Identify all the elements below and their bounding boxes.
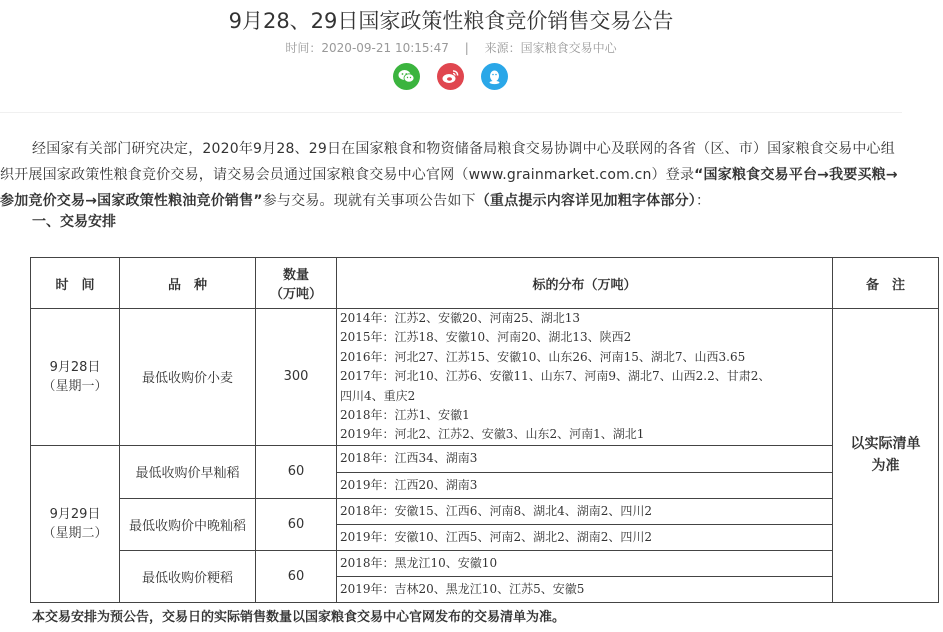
distribution-line: 四川4、重庆2 (340, 388, 416, 403)
wechat-share-button[interactable] (393, 63, 420, 90)
distribution-cell: 2019年：江西20、湖南3 (337, 472, 833, 498)
day2-quantity-1: 60 (256, 445, 337, 498)
day1-weekday: （星期一） (42, 378, 108, 394)
remark-cell (833, 309, 939, 603)
intro-text-2: 参与交易。现就有关事项公告如下 (262, 193, 476, 209)
distribution-cell: 2019年：吉林20、黑龙江10、江苏5、安徽5 (337, 576, 833, 602)
weibo-share-button[interactable] (437, 63, 464, 90)
day2-variety-2: 最低收购价中晚籼稻 (120, 498, 256, 550)
distribution-line: 2018年：江苏1、安徽1 (340, 408, 470, 423)
share-bar (0, 63, 902, 91)
day2-variety-3: 最低收购价粳稻 (120, 550, 256, 602)
day1-distribution (337, 309, 833, 446)
distribution-cell: 2018年：安徽15、江西6、河南8、湖北4、湖南2、四川2 (337, 498, 833, 524)
distribution-cell: 2019年：安徽10、江西5、河南2、湖北2、湖南2、四川2 (337, 524, 833, 550)
divider (0, 112, 902, 113)
remark-line1: 以实际清单 (850, 436, 921, 453)
remark-line2: 为准 (871, 458, 900, 475)
distribution-line: 2016年：河北27、江苏15、安徽10、山东26、河南15、湖北7、山西3.65 (340, 349, 746, 364)
intro-end: ： (695, 193, 711, 209)
header-quantity (256, 258, 337, 309)
footer-note: 本交易安排为预公告，交易日的实际销售数量以国家粮食交易中心官网发布的交易清单为准。 (32, 610, 566, 625)
header-variety: 品 种 (120, 258, 256, 309)
day2-date: 9月29日 (49, 506, 101, 522)
wechat-icon (398, 69, 415, 84)
table-row (31, 550, 939, 576)
distribution-line: 2019年：河北2、江苏2、安徽3、山东2、河南1、湖北1 (340, 427, 645, 442)
article-meta (0, 40, 902, 56)
day2-quantity-3: 60 (256, 550, 337, 602)
day1-quantity: 300 (256, 309, 337, 446)
publish-time: 2020-09-21 10:15:47 (321, 41, 449, 55)
distribution-cell: 2018年：江西34、湖南3 (337, 445, 833, 472)
distribution-line: 2014年：江苏2、安徽20、河南25、湖北13 (340, 311, 580, 325)
header-time: 时 间 (31, 258, 120, 309)
day2-weekday: （星期二） (42, 525, 108, 541)
article-title: 9月28、29日国家政策性粮食竞价销售交易公告 (228, 9, 674, 33)
source-name: 国家粮食交易中心 (520, 41, 617, 55)
time-label: 时间： (285, 41, 322, 55)
header-remark: 备 注 (833, 258, 939, 309)
intro-path-bold: “国家粮食交易平台→我要买粮→参加竞价交易→国家政策性粮油竞价销售” (0, 167, 898, 209)
intro-hint-bold: （重点提示内容详见加粗字体部分） (475, 193, 696, 209)
distribution-line: 2015年：江苏18、安徽10、河南20、湖北13、陕西2 (340, 330, 632, 345)
day1-date-cell (31, 309, 120, 446)
table-row (31, 445, 939, 472)
day1-variety: 最低收购价小麦 (120, 309, 256, 446)
day2-variety-1: 最低收购价早籼稻 (120, 445, 256, 498)
day1-date: 9月28日 (49, 359, 101, 375)
day2-date-cell (31, 445, 120, 602)
day2-quantity-2: 60 (256, 498, 337, 550)
weibo-icon (442, 69, 459, 84)
section-heading: 一、交易安排 (32, 214, 116, 230)
qq-share-button[interactable] (481, 63, 508, 90)
table-row (31, 309, 939, 446)
distribution-cell: 2018年：黑龙江10、安徽10 (337, 550, 833, 576)
table-row (31, 498, 939, 524)
intro-paragraph (0, 136, 902, 214)
meta-separator: | (464, 41, 469, 55)
distribution-line: 2017年：河北10、江苏6、安徽11、山东7、河南9、湖北7、山西2.2、甘肃2、 (340, 369, 771, 384)
schedule-table (30, 257, 939, 603)
intro-text: 经国家有关部门研究决定，2020年9月28、29日在国家粮食和物资储备局粮食交易协调中心及联网的各省（区、市）国家粮食交易中心组织开展国家政策性粮食竞价交易，请交易会员通过国家粮食交易中心官网（www.grainmarket.com.cn）登录 (0, 141, 895, 183)
table-header-row (31, 258, 939, 309)
qq-icon (487, 69, 502, 85)
source-label: 来源： (484, 41, 521, 55)
header-quantity-line2: （万吨） (269, 287, 322, 302)
header-distribution: 标的分布（万吨） (337, 258, 833, 309)
header-quantity-line1: 数量 (282, 268, 309, 283)
